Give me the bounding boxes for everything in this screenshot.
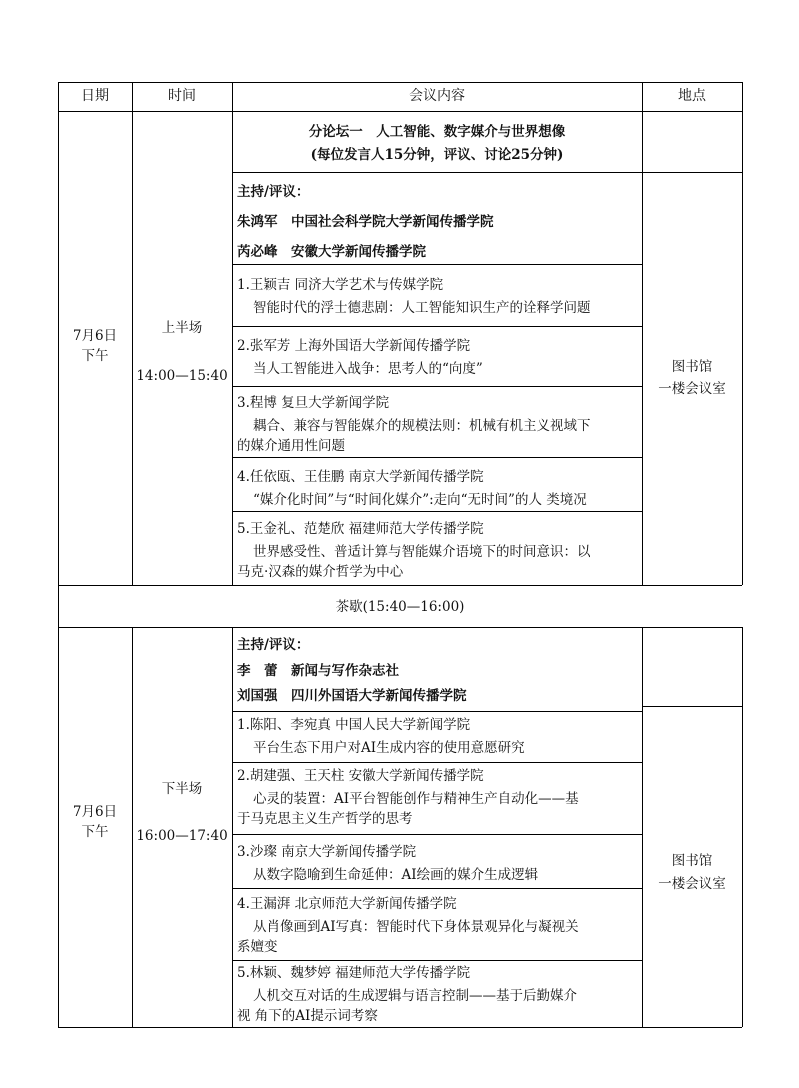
session2-date: 7月6日 [72, 804, 118, 820]
session1-host: 朱鸿军 中国社会科学院大学新闻传播学院 [237, 214, 494, 230]
talk-title: 从数字隐喻到生命延伸：AI绘画的媒介生成逻辑 [253, 867, 539, 883]
talk-speaker: 3.程博 复旦大学新闻学院 [237, 395, 390, 411]
talk-speaker: 1.陈阳、李宛真 中国人民大学新闻学院 [237, 717, 471, 733]
talk-title: 从肖像画到AI写真：智能时代下身体景观异化与凝视关 [253, 919, 579, 935]
session2-host: 李 蕾 新闻与写作杂志社 [237, 663, 399, 679]
session1-host-label: 主持/评议： [237, 184, 310, 200]
header-time: 时间 [168, 88, 196, 104]
talk-title: 人机交互对话的生成逻辑与语言控制——基于后勤媒介 [253, 988, 577, 1004]
session1-date: 7月6日 [72, 328, 118, 344]
session1-date-part: 下午 [81, 348, 109, 364]
talk-title: 世界感受性、普适计算与智能媒介语境下的时间意识：以 [253, 544, 591, 560]
talk-title: “媒介化时间”与“时间化媒介”:走向“无时间”的人 类境况 [253, 492, 587, 508]
talk-speaker: 5.林颖、魏梦婷 福建师范大学传播学院 [237, 965, 471, 981]
talk-speaker: 2.张军芳 上海外国语大学新闻传播学院 [237, 338, 471, 354]
talk-speaker: 3.沙璨 南京大学新闻传播学院 [237, 844, 417, 860]
session2-date-part: 下午 [81, 824, 109, 840]
header-date: 日期 [81, 88, 109, 104]
talk-title: 当人工智能进入战争：思考人的“向度” [253, 361, 483, 377]
session1-time: 14:00—15:40 [136, 368, 228, 384]
session1-host: 芮必峰 安徽大学新闻传播学院 [237, 244, 426, 260]
talk-title: 的媒介通用性问题 [237, 438, 345, 454]
session1-place: 图书馆 [671, 359, 713, 375]
tea-break: 茶歇(15:40—16:00) [335, 599, 465, 615]
session2-time: 16:00—17:40 [136, 828, 228, 844]
talk-speaker: 4.任依瓯、王佳鹏 南京大学新闻传播学院 [237, 469, 484, 485]
session2-host: 刘国强 四川外国语大学新闻传播学院 [237, 688, 467, 704]
header-place: 地点 [678, 88, 706, 104]
session1-place-room: 一楼会议室 [658, 381, 726, 397]
talk-speaker: 2.胡建强、王天柱 安徽大学新闻传播学院 [237, 768, 484, 784]
talk-speaker: 5.王金礼、范楚欣 福建师范大学传播学院 [237, 521, 484, 537]
talk-title: 智能时代的浮士德悲剧：人工智能知识生产的诠释学问题 [253, 300, 591, 316]
talk-title: 马克·汉森的媒介哲学为中心 [237, 564, 404, 580]
header-content: 会议内容 [409, 88, 465, 104]
talk-title: 于马克思主义生产哲学的思考 [237, 811, 413, 827]
talk-speaker: 4.王漏湃 北京师范大学新闻传播学院 [237, 896, 457, 912]
talk-title: 耦合、兼容与智能媒介的规模法则：机械有机主义视域下 [253, 418, 591, 434]
session1-title: 分论坛一 人工智能、数字媒介与世界想像 [308, 124, 566, 140]
talk-title: 平台生态下用户对AI生成内容的使用意愿研究 [253, 740, 525, 756]
session2-half: 下半场 [161, 781, 203, 797]
talk-speaker: 1.王颖吉 同济大学艺术与传媒学院 [237, 277, 444, 293]
talk-title: 系嬗变 [237, 939, 278, 955]
talk-title: 心灵的装置：AI平台智能创作与精神生产自动化——基 [253, 791, 579, 807]
session1-half: 上半场 [161, 320, 203, 336]
session2-host-label: 主持/评议： [237, 637, 310, 653]
talk-title: 视 角下的AI提示词考察 [237, 1008, 378, 1024]
session2-place: 图书馆 [671, 853, 713, 869]
session1-subtitle: (每位发言人15分钟，评议、讨论25分钟) [310, 147, 564, 163]
session2-place-room: 一楼会议室 [658, 876, 726, 892]
